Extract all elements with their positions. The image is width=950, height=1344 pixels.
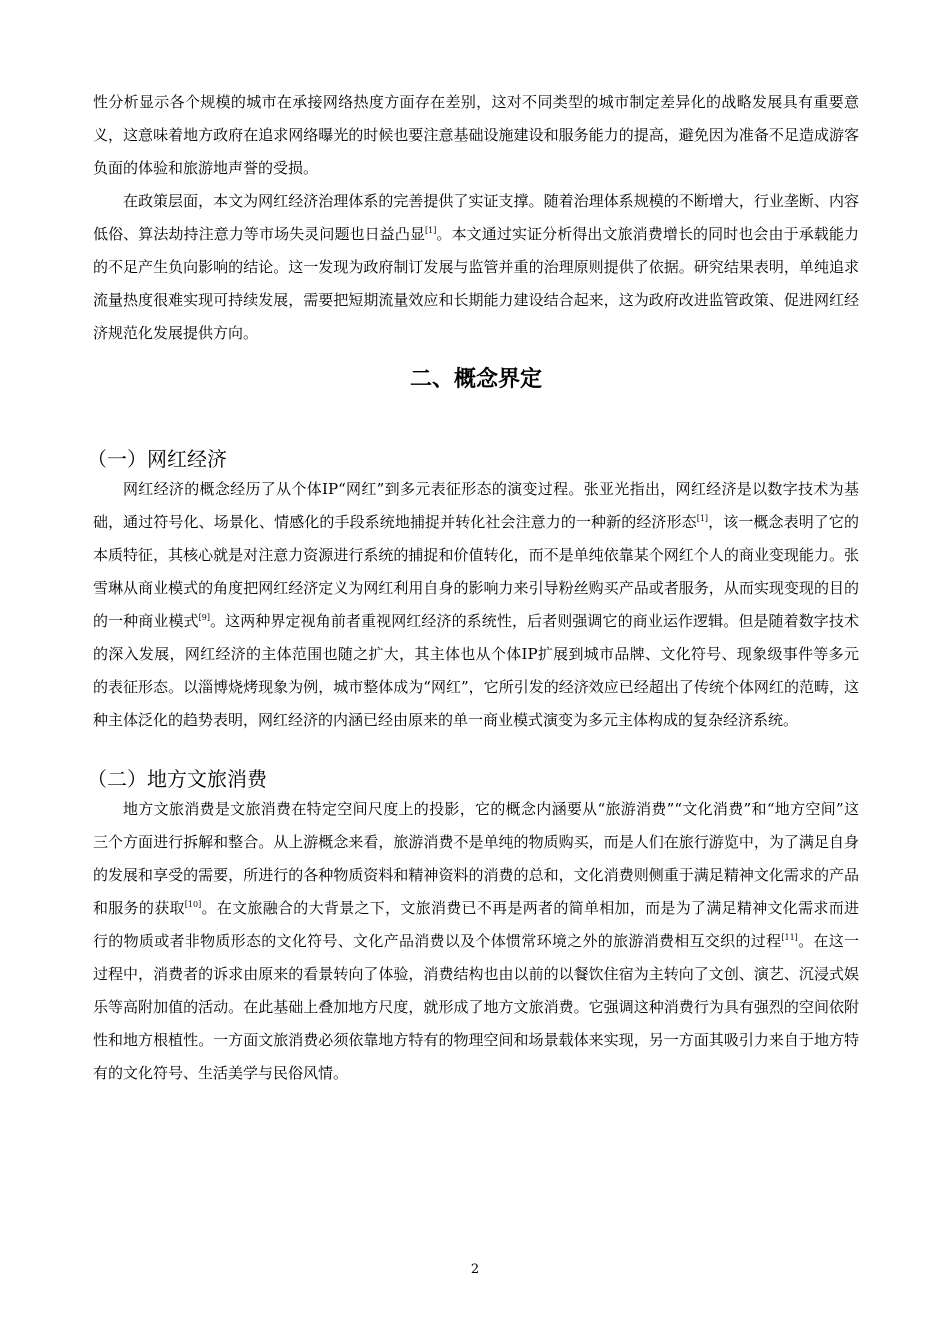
subsection-2-text-b: 。在文旅融合的大背景之下，文旅消费已不再是两者的简单相加，而是为了满足精神文化需求而进行的物质或者非物质形态的文化符号、文化产品消费以及个体惯常环境之外的旅游消费相互交织的过程 — [93, 899, 859, 950]
subsection-1-text-a: 网红经济的概念经历了从个体IP“网红”到多元表征形态的演变过程。张亚光指出，网红经济是以数字技术为基础，通过符号化、场景化、情感化的手段系统地捕捉并转化社会注意力的一种新的经济形态 — [93, 480, 859, 531]
intro-paragraph-2-text-b: 。本文通过实证分析得出文旅消费增长的同时也会由于承载能力的不足产生负向影响的结论。这一发现为政府制订发展与监管并重的治理原则提供了依据。研究结果表明，单纯追求流量热度很难实现可持续发展，需要把短期流量效应和长期能力建设结合起来，这为政府改进监管政策、促进网红经济规范化发展提供方向。 — [93, 225, 859, 342]
subsection-1-text-c: 。这两种界定视角前者重视网红经济的系统性，后者则强调它的商业运作逻辑。但是随着数字技术的深入发展，网红经济的主体范围也随之扩大，其主体也从个体IP扩展到城市品牌、文化符号、现象级事件等多元的表征形态。以淄博烧烤现象为例，城市整体成为“网红”，它所引发的经济效应已经超出了传统个体网红的范畴，这种主体泛化的趋势表明，网红经济的内涵已经由原来的单一商业模式演变为多元主体构成的复杂经济系统。 — [93, 612, 859, 729]
page-content — [87, 86, 859, 1090]
subsection-1-paragraph — [93, 473, 859, 737]
citation-ref[interactable]: [9] — [198, 613, 210, 622]
subsection-2-text-c: 。在这一过程中，消费者的诉求由原来的看景转向了体验，消费结构也由以前的以餐饮住宿为主转向了文创、演艺、沉浸式娱乐等高附加值的活动。在此基础上叠加地方尺度，就形成了地方文旅消费。它强调这种消费行为具有强烈的空间依附性和地方根植性。一方面文旅消费必须依靠地方特有的物理空间和场景载体来实现，另一方面其吸引力来自于地方特有的文化符号、生活美学与民俗风情。 — [93, 932, 859, 1082]
citation-ref[interactable]: [1] — [696, 514, 709, 523]
citation-ref[interactable]: [1] — [425, 226, 437, 235]
page-number: 2 — [470, 1262, 480, 1277]
subsection-heading-2: （二）地方文旅消费 — [87, 767, 267, 791]
citation-ref[interactable]: [11] — [781, 933, 798, 942]
intro-paragraph-2-text-a: 在政策层面，本文为网红经济治理体系的完善提供了实证支撑。随着治理体系规模的不断增大，行业垄断、内容低俗、算法劫持注意力等市场失灵问题也日益凸显 — [93, 192, 859, 243]
spacer — [93, 737, 859, 753]
citation-ref[interactable]: [10] — [184, 900, 202, 909]
intro-paragraph-1-text: 性分析显示各个规模的城市在承接网络热度方面存在差别，这对不同类型的城市制定差异化的战略发展具有重要意义，这意味着地方政府在追求网络曝光的时候也要注意基础设施建设和服务能力的提高，避免因为准备不足造成游客负面的体验和旅游地声誉的受损。 — [93, 93, 859, 177]
section-heading: 二、概念界定 — [409, 367, 542, 392]
subsection-1-text-b: ，该一概念表明了它的本质特征，其核心就是对注意力资源进行系统的捕捉和价值转化，而不是单纯依靠某个网红个人的商业变现能力。张雪琳从商业模式的角度把网红经济定义为网红利用自身的影响力来引导粉丝购买产品或者服务，从而实现变现的目的的一种商业模式 — [93, 513, 859, 630]
intro-paragraph-1 — [93, 86, 859, 185]
subsection-heading-1: （一）网红经济 — [87, 447, 227, 471]
intro-paragraph-2 — [93, 185, 859, 350]
subsection-2-paragraph — [93, 793, 859, 1090]
subsection-2-text-a: 地方文旅消费是文旅消费在特定空间尺度上的投影，它的概念内涵要从“旅游消费”“文化消费”和“地方空间”这三个方面进行拆解和整合。从上游概念来看，旅游消费不是单纯的物质购买，而是人们在旅行游览中，为了满足自身的发展和享受的需要，所进行的各种物质资料和精神资料的消费的总和，文化消费则侧重于满足精神文化需求的产品和服务的获取 — [93, 800, 859, 917]
